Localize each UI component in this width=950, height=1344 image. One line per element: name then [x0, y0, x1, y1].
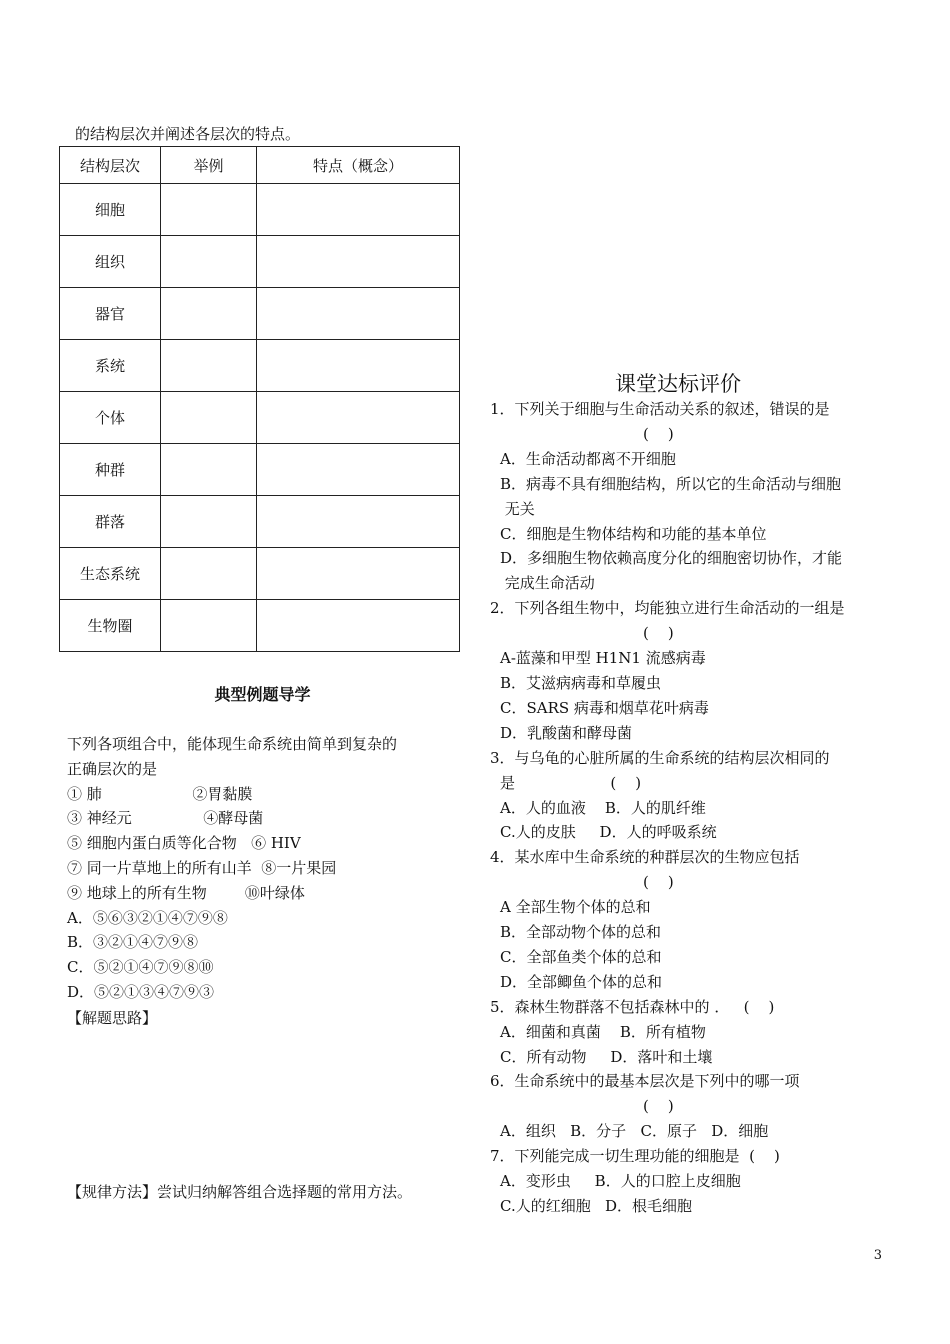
feature-cell: [257, 600, 460, 652]
level-name-cell: 生态系统: [60, 548, 161, 600]
header-example: 举例: [161, 147, 257, 184]
answer-blank: ( ): [643, 424, 674, 443]
example-section-title: 典型例题导学: [214, 685, 311, 704]
answer-option: B．病毒不具有细胞结构，所以它的生命活动与细胞: [500, 474, 842, 493]
example-question: [67, 732, 447, 1005]
feature-cell: [257, 184, 460, 236]
header-feature: 特点（概念）: [257, 147, 460, 184]
table-row: [60, 392, 460, 444]
table-row: [60, 184, 460, 236]
class-questions: [490, 397, 845, 1219]
question-line: D．⑤②①③④⑦⑨③: [67, 982, 215, 1001]
answer-option: C.人的皮肤 D．人的呼吸系统: [500, 823, 717, 842]
level-name-cell: 生物圈: [60, 600, 161, 652]
feature-cell: [257, 548, 460, 600]
level-name-cell: 个体: [60, 392, 161, 444]
example-cell: [161, 236, 257, 288]
question-line: A．⑤⑥③②①④⑦⑨⑧: [67, 908, 228, 927]
example-cell: [161, 548, 257, 600]
feature-cell: [257, 340, 460, 392]
level-name-cell: 种群: [60, 444, 161, 496]
table-row: [60, 444, 460, 496]
class-section-title: 课堂达标评价: [615, 372, 741, 396]
answer-option: C．SARS 病毒和烟草花叶病毒: [500, 698, 709, 717]
table-row: [60, 600, 460, 652]
answer-option: A．变形虫 B．人的口腔上皮细胞: [500, 1172, 741, 1191]
question-stem: 1．下列关于细胞与生命活动关系的叙述，错误的是: [490, 400, 830, 418]
table-row: [60, 548, 460, 600]
answer-blank: ( ): [643, 624, 674, 643]
answer-option: D．多细胞生物依赖高度分化的细胞密切协作，才能: [500, 549, 843, 568]
question-line: ⑨ 地球上的所有生物 ⑩叶绿体: [67, 883, 305, 902]
example-cell: [161, 340, 257, 392]
answer-blank: ( ): [643, 873, 674, 892]
example-cell: [161, 288, 257, 340]
answer-option: A．生命活动都离不开细胞: [500, 449, 676, 468]
intro-text: 的结构层次并阐述各层次的特点。: [75, 125, 301, 143]
question-line: 下列各项组合中，能体现生命系统由简单到复杂的: [67, 735, 398, 753]
answer-option: B．全部动物个体的总和: [500, 923, 662, 942]
example-cell: [161, 184, 257, 236]
example-cell: [161, 600, 257, 652]
answer-option: A．细菌和真菌 B．所有植物: [500, 1022, 706, 1041]
answer-option: A．人的血液 B．人的肌纤维: [500, 798, 706, 817]
table-row: [60, 288, 460, 340]
level-name-cell: 器官: [60, 288, 161, 340]
table-header-row: [60, 147, 460, 184]
method-line: [67, 1181, 412, 1202]
header-level: 结构层次: [60, 147, 161, 184]
question-line: 正确层次的是: [67, 759, 158, 778]
question-line: B．③②①④⑦⑨⑧: [67, 933, 199, 952]
question-line: ⑤ 细胞内蛋白质等化合物 ⑥ HIV: [67, 834, 301, 853]
example-cell: [161, 496, 257, 548]
level-name-cell: 系统: [60, 340, 161, 392]
question-line: ③ 神经元 ④酵母菌: [67, 809, 264, 828]
feature-cell: [257, 392, 460, 444]
page-number: 3: [873, 1248, 882, 1263]
solution-label: 【解题思路】: [67, 1009, 158, 1027]
answer-option: 无关: [500, 499, 535, 518]
answer-option: C．全部鱼类个体的总和: [500, 947, 662, 966]
answer-option: D．全部鲫鱼个体的总和: [500, 972, 663, 991]
method-text: 尝试归纳解答组合选择题的常用方法。: [157, 1183, 413, 1201]
answer-option: A．组织 B．分子 C．原子 D．细胞: [500, 1122, 769, 1141]
answer-option: C．细胞是生物体结构和功能的基本单位: [500, 524, 767, 543]
feature-cell: [257, 444, 460, 496]
question-stem: 5．森林生物群落不包括森林中的 ． ( ): [490, 997, 775, 1016]
answer-option: C．所有动物 D．落叶和土壤: [500, 1047, 713, 1066]
answer-option: B．艾滋病病毒和草履虫: [500, 673, 662, 692]
question-stem: 3．与乌龟的心脏所属的生命系统的结构层次相同的: [490, 748, 830, 767]
structure-levels-table: [59, 146, 460, 652]
method-label: 【规律方法】: [67, 1183, 158, 1201]
feature-cell: [257, 288, 460, 340]
table-row: [60, 236, 460, 288]
answer-option: A-蓝藻和甲型 H1N1 流感病毒: [500, 649, 706, 668]
question-line: C．⑤②①④⑦⑨⑧⑩: [67, 958, 214, 977]
example-cell: [161, 444, 257, 496]
question-line: ⑦ 同一片草地上的所有山羊 ⑧一片果园: [67, 858, 337, 877]
example-cell: [161, 392, 257, 444]
question-line: ① 肺 ②胃黏膜: [67, 784, 253, 803]
question-stem: 2．下列各组生物中，均能独立进行生命活动的一组是: [490, 599, 845, 618]
table-row: [60, 496, 460, 548]
answer-option: A 全部生物个体的总和: [500, 898, 651, 917]
answer-option: D．乳酸菌和酵母菌: [500, 723, 633, 742]
level-name-cell: 细胞: [60, 184, 161, 236]
answer-option: C.人的红细胞 D．根毛细胞: [500, 1197, 693, 1215]
table-row: [60, 340, 460, 392]
level-name-cell: 群落: [60, 496, 161, 548]
answer-blank: ( ): [643, 1097, 674, 1116]
answer-option: 是 ( ): [500, 773, 642, 792]
feature-cell: [257, 236, 460, 288]
question-stem: 4．某水库中生命系统的种群层次的生物应包括: [490, 848, 800, 867]
level-name-cell: 组织: [60, 236, 161, 288]
answer-option: 完成生命活动: [500, 574, 595, 593]
question-stem: 6．生命系统中的最基本层次是下列中的哪一项: [490, 1072, 800, 1091]
feature-cell: [257, 496, 460, 548]
question-stem: 7．下列能完成一切生理功能的细胞是 ( ): [490, 1147, 780, 1166]
